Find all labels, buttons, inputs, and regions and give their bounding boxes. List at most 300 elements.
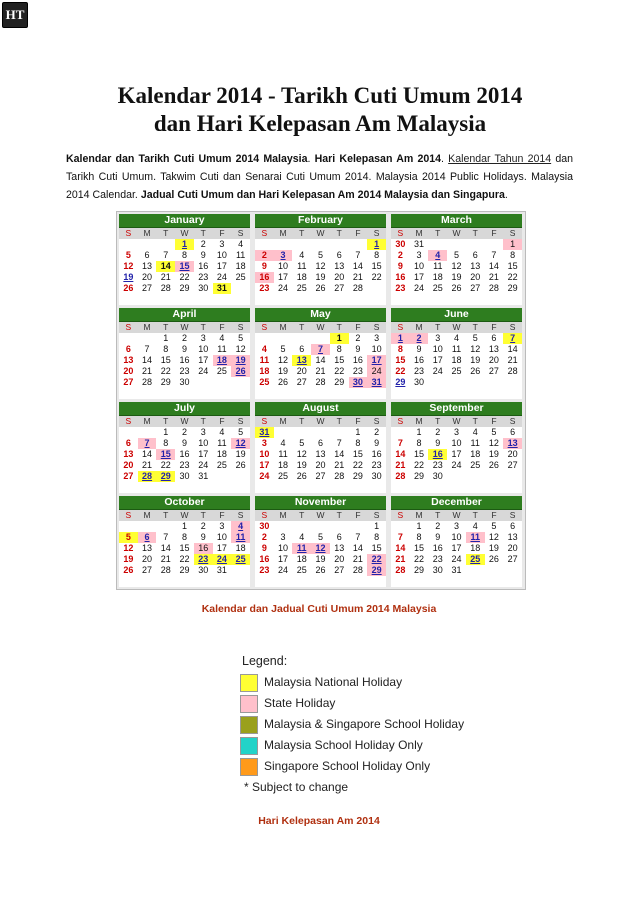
legend-swatch (240, 737, 258, 755)
weekday-label: M (279, 510, 287, 520)
empty-cell (156, 482, 175, 493)
day-cell: 20 (142, 554, 153, 564)
day-cell: 9 (435, 438, 441, 448)
day-cell: 14 (507, 344, 518, 354)
empty-cell (255, 388, 274, 399)
day-cell: 6 (138, 532, 157, 543)
day-cell: 7 (163, 532, 169, 542)
weekday-label: T (200, 322, 206, 332)
empty-cell (367, 388, 386, 399)
empty-cell (213, 294, 232, 305)
legend-label: Malaysia & Singapore School Holiday (264, 717, 465, 731)
day-cell: 10 (198, 344, 209, 354)
day-cell: 18 (296, 272, 307, 282)
weekday-label: S (373, 416, 380, 426)
weekday-header (255, 510, 386, 521)
weekday-label: T (299, 228, 305, 238)
weekday-label: S (237, 416, 244, 426)
weekday-label: S (397, 228, 404, 238)
day-cell: 26 (315, 565, 326, 575)
day-cell: 15 (414, 543, 425, 553)
day-cell: 21 (142, 366, 153, 376)
empty-cell (466, 482, 485, 493)
weekday-label: S (261, 510, 268, 520)
day-cell: 5 (299, 438, 305, 448)
day-cell: 7 (163, 250, 169, 260)
day-cell: 11 (217, 438, 227, 448)
empty-cell (194, 482, 213, 493)
day-cell: 18 (278, 460, 289, 470)
day-cell: 17 (198, 449, 209, 459)
day-cell: 8 (374, 250, 380, 260)
day-cell: 22 (334, 366, 345, 376)
empty-cell (349, 576, 368, 587)
weekday-label: T (200, 416, 206, 426)
empty-cell (213, 576, 232, 587)
empty-cell (119, 239, 138, 250)
empty-cell (274, 239, 293, 250)
day-cell: 25 (296, 565, 307, 575)
empty-cell (485, 482, 504, 493)
weekday-label: F (219, 322, 225, 332)
day-cell: 9 (200, 250, 206, 260)
day-cell: 15 (160, 355, 171, 365)
day-cell: 22 (160, 460, 171, 470)
days-grid (255, 333, 386, 399)
day-cell: 20 (507, 449, 518, 459)
empty-cell (156, 521, 175, 532)
day-cell: 7 (311, 344, 330, 355)
empty-cell (255, 294, 274, 305)
calendar-2014-link[interactable]: Kalendar Tahun 2014 (448, 153, 552, 165)
day-cell: 19 (488, 543, 499, 553)
weekday-label: F (355, 416, 361, 426)
empty-cell (447, 294, 466, 305)
weekday-label: M (143, 228, 151, 238)
empty-cell (447, 239, 466, 250)
day-cell: 24 (432, 366, 443, 376)
day-cell: 16 (179, 355, 190, 365)
holiday-caption: Hari Kelepasan Am 2014 (258, 815, 380, 827)
day-cell: 8 (510, 250, 516, 260)
day-cell: 24 (367, 366, 386, 377)
weekday-label: M (415, 510, 423, 520)
weekday-header (255, 416, 386, 427)
day-cell: 18 (470, 543, 481, 553)
day-cell: 17 (367, 355, 386, 366)
weekday-label: S (237, 228, 244, 238)
day-cell: 13 (315, 449, 326, 459)
day-cell: 22 (371, 272, 382, 282)
day-cell: 18 (216, 449, 227, 459)
day-cell: 4 (219, 427, 225, 437)
day-cell: 15 (352, 449, 363, 459)
day-cell: 19 (278, 366, 289, 376)
day-cell: 4 (472, 427, 478, 437)
weekday-label: T (336, 322, 342, 332)
day-cell: 23 (179, 366, 190, 376)
day-cell: 1 (391, 333, 410, 344)
legend-swatch (240, 674, 258, 692)
day-cell: 3 (435, 333, 441, 343)
day-cell: 27 (334, 565, 345, 575)
weekday-label: F (491, 416, 497, 426)
weekday-label: M (143, 322, 151, 332)
day-cell: 23 (198, 272, 209, 282)
day-cell: 16 (194, 543, 213, 554)
day-cell: 30 (395, 239, 406, 249)
month-title: August (255, 402, 386, 416)
empty-cell (311, 388, 330, 399)
day-cell: 24 (278, 565, 289, 575)
day-cell: 13 (334, 261, 345, 271)
day-cell: 5 (472, 333, 478, 343)
day-cell: 24 (216, 272, 227, 282)
day-cell: 7 (355, 532, 361, 542)
empty-cell (274, 521, 293, 532)
empty-cell (485, 294, 504, 305)
month-august (255, 402, 386, 493)
day-cell: 30 (432, 471, 443, 481)
empty-cell (311, 482, 330, 493)
days-grid (255, 427, 386, 493)
day-cell: 26 (123, 283, 134, 293)
empty-cell (311, 239, 330, 250)
weekday-label: T (163, 322, 169, 332)
day-cell: 20 (334, 272, 345, 282)
page-title-line1: Kalendar 2014 - Tarikh Cuti Umum 2014 (117, 83, 523, 108)
day-cell: 31 (216, 565, 227, 575)
day-cell: 25 (466, 554, 485, 565)
weekday-header (391, 322, 522, 333)
day-cell: 4 (231, 521, 250, 532)
day-cell: 12 (278, 355, 289, 365)
day-cell: 12 (311, 543, 330, 554)
day-cell: 18 (451, 355, 462, 365)
day-cell: 20 (488, 355, 499, 365)
empty-cell (367, 283, 386, 294)
day-cell: 4 (238, 239, 244, 249)
weekday-header (255, 228, 386, 239)
day-cell: 30 (349, 377, 368, 388)
empty-cell (447, 576, 466, 587)
days-grid (119, 521, 250, 587)
empty-cell (367, 482, 386, 493)
empty-cell (428, 377, 447, 388)
empty-cell (213, 471, 232, 482)
empty-cell (311, 333, 330, 344)
day-cell: 3 (219, 521, 225, 531)
empty-cell (138, 576, 157, 587)
empty-cell (485, 576, 504, 587)
day-cell: 3 (453, 427, 459, 437)
weekday-header (119, 322, 250, 333)
day-cell: 29 (160, 377, 171, 387)
day-cell: 11 (433, 261, 443, 271)
day-cell: 23 (352, 366, 363, 376)
day-cell: 9 (435, 532, 441, 542)
empty-cell (410, 576, 429, 587)
weekday-label: S (125, 228, 132, 238)
day-cell: 12 (488, 438, 499, 448)
day-cell: 26 (488, 554, 499, 564)
day-cell: 2 (200, 521, 206, 531)
day-cell: 13 (123, 355, 134, 365)
weekday-label: F (219, 416, 225, 426)
day-cell: 10 (216, 250, 227, 260)
day-cell: 25 (451, 366, 462, 376)
day-cell: 26 (235, 460, 246, 470)
legend-label: Malaysia School Holiday Only (264, 738, 423, 752)
empty-cell (391, 482, 410, 493)
day-cell: 20 (507, 543, 518, 553)
days-grid (391, 521, 522, 587)
month-april (119, 308, 250, 399)
empty-cell (466, 565, 485, 576)
empty-cell (138, 333, 157, 344)
day-cell: 4 (453, 333, 459, 343)
weekday-label: S (509, 228, 516, 238)
day-cell: 12 (488, 532, 499, 542)
weekday-label: T (299, 510, 305, 520)
days-grid (119, 239, 250, 305)
day-cell: 2 (181, 427, 187, 437)
day-cell: 5 (317, 532, 323, 542)
weekday-label: M (143, 416, 151, 426)
weekday-label: M (415, 416, 423, 426)
day-cell: 30 (259, 521, 270, 531)
day-cell: 26 (451, 283, 462, 293)
day-cell: 12 (235, 344, 246, 354)
legend-label: Singapore School Holiday Only (264, 759, 431, 773)
legend-swatch (240, 695, 258, 713)
day-cell: 25 (432, 283, 443, 293)
day-cell: 21 (160, 272, 171, 282)
day-cell: 20 (123, 460, 134, 470)
weekday-label: W (452, 510, 461, 520)
empty-cell (138, 482, 157, 493)
day-cell: 29 (414, 471, 425, 481)
weekday-header (391, 228, 522, 239)
empty-cell (466, 294, 485, 305)
day-cell: 14 (160, 543, 171, 553)
day-cell: 30 (179, 377, 190, 387)
weekday-label: T (435, 510, 441, 520)
day-cell: 17 (198, 355, 209, 365)
day-cell: 30 (198, 565, 209, 575)
legend (238, 654, 468, 794)
day-cell: 25 (278, 471, 289, 481)
day-cell: 13 (142, 543, 153, 553)
day-cell: 26 (488, 460, 499, 470)
empty-cell (292, 239, 311, 250)
day-cell: 2 (374, 427, 380, 437)
day-cell: 31 (414, 239, 425, 249)
weekday-label: T (435, 322, 441, 332)
day-cell: 28 (160, 565, 171, 575)
day-cell: 29 (352, 471, 363, 481)
empty-cell (330, 482, 349, 493)
day-cell: 28 (315, 377, 326, 387)
day-cell: 7 (336, 438, 342, 448)
day-cell: 6 (144, 250, 150, 260)
day-cell: 11 (235, 250, 246, 260)
day-cell: 11 (217, 344, 227, 354)
day-cell: 5 (238, 333, 244, 343)
day-cell: 15 (156, 449, 175, 460)
day-cell: 21 (488, 272, 499, 282)
weekday-header (119, 510, 250, 521)
day-cell: 28 (160, 283, 171, 293)
empty-cell (175, 388, 194, 399)
day-cell: 14 (395, 449, 406, 459)
day-cell: 29 (156, 471, 175, 482)
month-title: April (119, 308, 250, 322)
empty-cell (292, 388, 311, 399)
day-cell: 7 (491, 250, 497, 260)
intro-bold-2: Hari Kelepasan Am 2014 (314, 153, 442, 165)
day-cell: 24 (198, 460, 209, 470)
day-cell: 21 (352, 554, 363, 564)
empty-cell (292, 333, 311, 344)
empty-cell (349, 482, 368, 493)
day-cell: 4 (299, 250, 305, 260)
day-cell: 14 (315, 355, 326, 365)
day-cell: 29 (179, 283, 190, 293)
month-september (391, 402, 522, 493)
day-cell: 27 (123, 471, 134, 481)
empty-cell (274, 294, 293, 305)
day-cell: 22 (367, 554, 386, 565)
empty-cell (349, 521, 368, 532)
empty-cell (410, 294, 429, 305)
day-cell: 19 (123, 554, 134, 564)
empty-cell (311, 576, 330, 587)
day-cell: 3 (416, 250, 422, 260)
day-cell: 7 (397, 438, 403, 448)
day-cell: 26 (470, 366, 481, 376)
empty-cell (274, 576, 293, 587)
empty-cell (349, 294, 368, 305)
day-cell: 14 (488, 261, 499, 271)
day-cell: 24 (278, 283, 289, 293)
empty-cell (255, 576, 274, 587)
day-cell: 18 (235, 261, 246, 271)
empty-cell (119, 294, 138, 305)
weekday-label: M (415, 228, 423, 238)
weekday-label: T (472, 416, 478, 426)
day-cell: 25 (231, 554, 250, 565)
day-cell: 30 (198, 283, 209, 293)
day-cell: 24 (451, 460, 462, 470)
weekday-header (391, 416, 522, 427)
day-cell: 23 (259, 283, 270, 293)
day-cell: 15 (179, 543, 190, 553)
day-cell: 6 (299, 344, 305, 354)
day-cell: 26 (296, 471, 307, 481)
day-cell: 17 (414, 272, 425, 282)
weekday-label: T (299, 322, 305, 332)
weekday-label: T (200, 510, 206, 520)
day-cell: 12 (470, 344, 481, 354)
day-cell: 22 (414, 460, 425, 470)
weekday-label: M (279, 416, 287, 426)
empty-cell (485, 239, 504, 250)
empty-cell (255, 333, 274, 344)
day-cell: 30 (371, 471, 382, 481)
day-cell: 3 (261, 438, 267, 448)
day-cell: 21 (142, 460, 153, 470)
weekday-label: F (491, 228, 497, 238)
weekday-label: S (509, 416, 516, 426)
day-cell: 23 (259, 565, 270, 575)
day-cell: 10 (432, 344, 443, 354)
day-cell: 2 (435, 427, 441, 437)
days-grid (119, 333, 250, 399)
empty-cell (274, 427, 293, 438)
weekday-label: T (472, 228, 478, 238)
empty-cell (485, 565, 504, 576)
day-cell: 10 (198, 438, 209, 448)
day-cell: 20 (334, 554, 345, 564)
day-cell: 5 (125, 250, 131, 260)
day-cell: 18 (432, 272, 443, 282)
day-cell: 3 (374, 333, 380, 343)
day-cell: 14 (352, 543, 363, 553)
empty-cell (466, 239, 485, 250)
weekday-label: S (125, 416, 132, 426)
days-grid (391, 427, 522, 493)
day-cell: 30 (432, 565, 443, 575)
weekday-label: S (373, 322, 380, 332)
day-cell: 2 (255, 250, 274, 261)
day-cell: 1 (416, 521, 422, 531)
day-cell: 1 (175, 239, 194, 250)
empty-cell (138, 388, 157, 399)
weekday-label: S (509, 510, 516, 520)
empty-cell (391, 576, 410, 587)
day-cell: 3 (200, 427, 206, 437)
weekday-label: S (373, 510, 380, 520)
month-title: May (255, 308, 386, 322)
weekday-label: M (279, 228, 287, 238)
empty-cell (311, 521, 330, 532)
weekday-label: F (355, 322, 361, 332)
day-cell: 6 (510, 521, 516, 531)
day-cell: 24 (451, 554, 462, 564)
empty-cell (466, 377, 485, 388)
day-cell: 17 (216, 543, 227, 553)
day-cell: 19 (451, 272, 462, 282)
day-cell: 21 (507, 355, 518, 365)
empty-cell (503, 377, 522, 388)
day-cell: 17 (259, 460, 270, 470)
day-cell: 13 (334, 543, 345, 553)
day-cell: 5 (280, 344, 286, 354)
empty-cell (447, 377, 466, 388)
empty-cell (391, 388, 410, 399)
day-cell: 31 (367, 377, 386, 388)
day-cell: 14 (156, 261, 175, 272)
day-cell: 28 (352, 283, 363, 293)
empty-cell (231, 377, 250, 388)
day-cell: 28 (395, 565, 406, 575)
month-title: September (391, 402, 522, 416)
empty-cell (292, 427, 311, 438)
empty-cell (213, 482, 232, 493)
day-cell: 6 (472, 250, 478, 260)
day-cell: 31 (451, 565, 462, 575)
